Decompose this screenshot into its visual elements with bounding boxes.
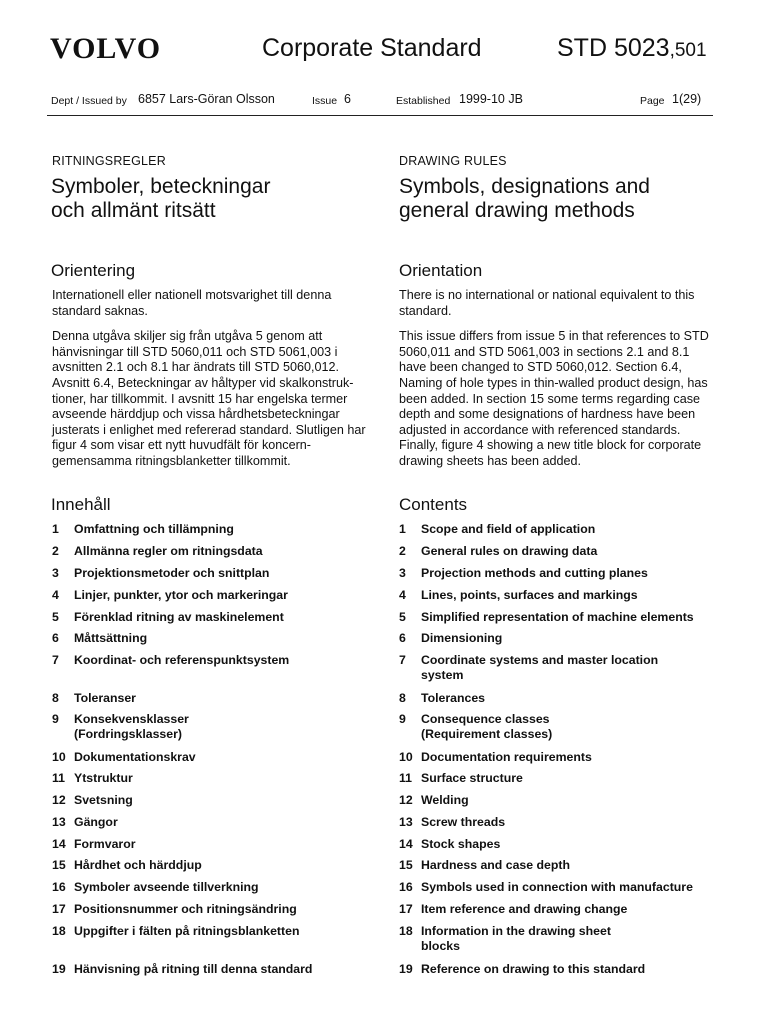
toc-item-title: Hänvisning på ritning till denna standard <box>74 962 313 976</box>
dept-label: Dept / Issued by <box>51 95 127 107</box>
standard-number <box>557 34 707 63</box>
toc-item-number: 9 <box>399 712 406 726</box>
standard-number-sub: ,501 <box>669 40 707 61</box>
toc-item-number: 3 <box>52 566 59 580</box>
en-section-label: DRAWING RULES <box>399 154 507 168</box>
sv-orientation-p1: Internationell eller nationell motsvarighet till denna standard saknas. <box>52 288 332 318</box>
toc-item-title: Information in the drawing sheet blocks <box>421 924 611 954</box>
toc-item-number: 2 <box>399 544 406 558</box>
toc-item-number: 11 <box>399 771 412 785</box>
en-orientation-text <box>399 288 717 480</box>
sv-section-label: RITNINGSREGLER <box>52 154 166 168</box>
toc-item-number: 15 <box>399 858 413 872</box>
sv-orientation-p2: Denna utgåva skiljer sig från utgåva 5 genom att hänvisningar till STD 5060,011 och STD 5061,003 i avsnitten 2.1 och 8.1 har ändrats till STD 5060,012. Avsnitt 6.4, Beteckningar av håltyper vid skalkonstruktioner, har tillkommit. I avsnitt 15 har engelska termer avseende härddjup och vissa hårdhetsbeteckningar justerats i enlighet med refererad standard. Slutligen har figur 4 som visar ett nytt huvudfält för koncerngemensamma ritningsblanketter tillkommit. <box>52 329 366 468</box>
en-contents-heading: Contents <box>399 495 468 514</box>
toc-item-title: Toleranser <box>74 691 136 705</box>
page-title: Corporate Standard <box>262 34 482 62</box>
toc-item-title: Consequence classes (Requirement classes) <box>421 712 553 742</box>
sv-document-title <box>51 175 270 223</box>
toc-item-number: 10 <box>52 750 66 764</box>
toc-item-number: 6 <box>399 631 406 645</box>
sv-orientation-heading: Orientering <box>51 261 136 280</box>
toc-item-number: 11 <box>52 771 65 785</box>
page-label: Page <box>640 95 665 107</box>
sv-title-line1: Symboler, beteckningar <box>51 175 271 198</box>
toc-item-number: 4 <box>52 588 59 602</box>
toc-item-title: Ytstruktur <box>74 771 133 785</box>
sv-orientation-text <box>52 288 370 480</box>
toc-item-number: 16 <box>399 880 413 894</box>
toc-item-number: 5 <box>52 610 59 624</box>
toc-item-title: Welding <box>421 793 469 807</box>
toc-item-title: Allmänna regler om ritningsdata <box>74 544 263 558</box>
toc-item-title: Stock shapes <box>421 837 501 851</box>
toc-item-number: 6 <box>52 631 59 645</box>
toc-item-title: Screw threads <box>421 815 506 829</box>
toc-item-title: Tolerances <box>421 691 486 705</box>
en-title-line1: Symbols, designations and <box>399 175 650 198</box>
toc-item-number: 19 <box>399 962 413 976</box>
toc-item-title: Måttsättning <box>74 631 148 645</box>
toc-item-number: 8 <box>399 691 406 705</box>
toc-item-title: Formvaror <box>74 837 136 851</box>
toc-item-title: General rules on drawing data <box>421 544 598 558</box>
header-divider <box>47 115 713 116</box>
toc-item-number: 18 <box>52 924 66 938</box>
issue-label: Issue <box>312 95 338 107</box>
page-value: 1(29) <box>672 92 702 106</box>
toc-item-title: Konsekvensklasser (Fordringsklasser) <box>74 712 189 742</box>
en-orientation-p1: There is no international or national equivalent to this standard. <box>399 288 695 318</box>
toc-item-title: Surface structure <box>421 771 523 785</box>
toc-item-title: Gängor <box>74 815 118 829</box>
toc-item-number: 13 <box>399 815 413 829</box>
toc-item-number: 18 <box>399 924 413 938</box>
standard-number-main: STD 5023 <box>557 34 670 62</box>
toc-item-number: 10 <box>399 750 413 764</box>
toc-item-number: 17 <box>52 902 66 916</box>
en-document-title <box>399 175 650 223</box>
toc-item-number: 7 <box>399 653 406 667</box>
toc-item-number: 4 <box>399 588 406 602</box>
toc-item-number: 14 <box>399 837 413 851</box>
toc-item-title: Reference on drawing to this standard <box>421 962 646 976</box>
toc-item-number: 16 <box>52 880 66 894</box>
toc-item-title: Uppgifter i fälten på ritningsblanketten <box>74 924 300 938</box>
toc-item-title: Linjer, punkter, ytor och markeringar <box>74 588 288 602</box>
toc-item-number: 5 <box>399 610 406 624</box>
toc-item-number: 13 <box>52 815 66 829</box>
toc-item-title: Koordinat- och referenspunktsystem <box>74 653 290 667</box>
toc-item-title: Omfattning och tillämpning <box>74 522 234 536</box>
established-label: Established <box>396 95 451 107</box>
issue-value: 6 <box>344 92 351 106</box>
toc-item-title: Item reference and drawing change <box>421 902 628 916</box>
toc-item-number: 1 <box>52 522 59 536</box>
toc-item-title: Scope and field of application <box>421 522 596 536</box>
toc-item-number: 7 <box>52 653 59 667</box>
toc-item-number: 2 <box>52 544 59 558</box>
toc-item-title: Dokumentationskrav <box>74 750 196 764</box>
toc-item-number: 3 <box>399 566 406 580</box>
established-value: 1999-10 JB <box>459 92 523 106</box>
toc-item-number: 8 <box>52 691 59 705</box>
toc-item-number: 12 <box>399 793 413 807</box>
toc-item-number: 17 <box>399 902 413 916</box>
toc-item-number: 1 <box>399 522 406 536</box>
toc-item-title: Simplified representation of machine elements <box>421 610 694 624</box>
toc-item-title: Lines, points, surfaces and markings <box>421 588 638 602</box>
en-orientation-p2: This issue differs from issue 5 in that references to STD 5060,011 and STD 5061,003 in sections 2.1 and 8.1 have been changed to STD 5060,012. Section 6.4, Naming of hole types in thin-walled product design, has been added. In section 15 some terms regarding case depth and some designations of hardness have been adjusted in accordance with referenced standards. Finally, figure 4 showing a new title block for corporate drawing sheets has been added. <box>399 329 709 468</box>
en-orientation-heading: Orientation <box>399 261 483 280</box>
toc-item-number: 14 <box>52 837 66 851</box>
toc-item-title: Projektionsmetoder och snittplan <box>74 566 270 580</box>
toc-item-title: Coordinate systems and master location system <box>421 653 659 683</box>
toc-item-number: 12 <box>52 793 66 807</box>
toc-item-title: Documentation requirements <box>421 750 592 764</box>
sv-title-line2: och allmänt ritsätt <box>51 199 216 222</box>
toc-item-title: Hardness and case depth <box>421 858 570 872</box>
toc-item-title: Symboler avseende tillverkning <box>74 880 259 894</box>
dept-value: 6857 Lars-Göran Olsson <box>138 92 275 106</box>
en-title-line2: general drawing methods <box>399 199 635 222</box>
toc-item-number: 15 <box>52 858 66 872</box>
toc-item-title: Projection methods and cutting planes <box>421 566 648 580</box>
sv-contents-heading: Innehåll <box>51 495 111 514</box>
toc-item-title: Positionsnummer och ritningsändring <box>74 902 297 916</box>
toc-item-number: 9 <box>52 712 59 726</box>
toc-item-title: Förenklad ritning av maskinelement <box>74 610 284 624</box>
toc-item-title: Symbols used in connection with manufacture <box>421 880 693 894</box>
toc-item-title: Svetsning <box>74 793 133 807</box>
volvo-logo: VOLVO <box>50 32 162 65</box>
toc-item-number: 19 <box>52 962 66 976</box>
toc-item-title: Hårdhet och härddjup <box>74 858 202 872</box>
toc-item-title: Dimensioning <box>421 631 503 645</box>
